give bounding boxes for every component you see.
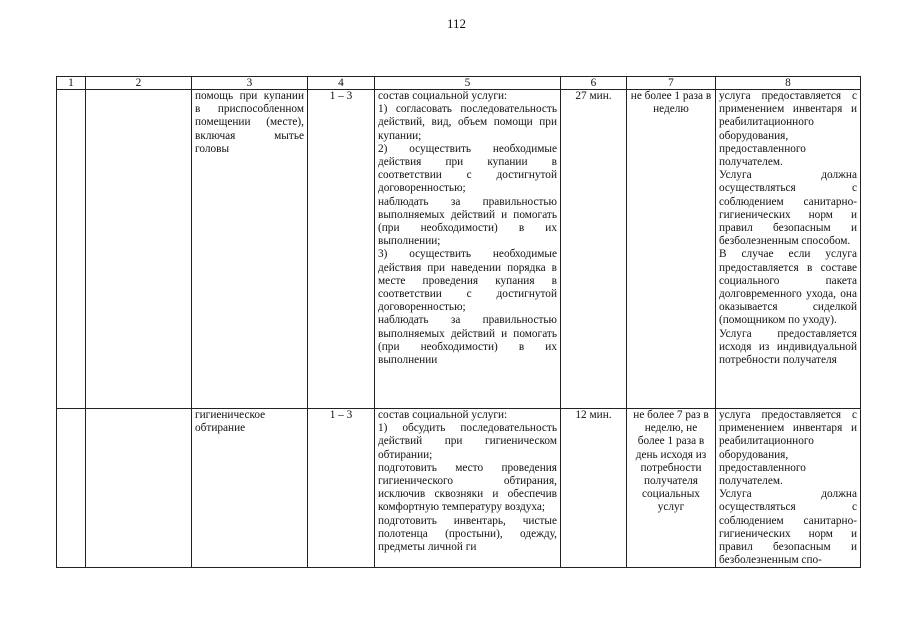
conditions-line: Услуга должна осуществляться с соблюдением санитарно-гигиенических норм и правил безопасным и безболезненным способом. — [719, 169, 857, 248]
service-name-cell: помощь при купании в приспособленном помещении (месте), включая мытье головы — [192, 90, 308, 409]
duration-cell: 27 мин. — [561, 90, 627, 409]
conditions-line: услуга предоставляется с применением инвентаря и реабилитационного оборудования, предоставленного получателем. — [719, 409, 857, 488]
header-cell-1: 1 — [57, 77, 86, 90]
content-line: 1) обсудить последовательность действий при гигиеническом обтирании; — [378, 422, 557, 461]
header-cell-6: 6 — [561, 77, 627, 90]
header-cell-4: 4 — [308, 77, 375, 90]
service-group-cell — [86, 90, 192, 409]
header-cell-2: 2 — [86, 77, 192, 90]
content-line: наблюдать за правильностью выполняемых действий и помогать (при необходимости) в их выполнении — [378, 314, 557, 367]
service-content-cell — [375, 90, 561, 409]
content-line: 2) осуществить необходимые действия при купании в соответствии с достигнутой договоренностью; — [378, 142, 557, 195]
content-line: состав социальной услуги: — [378, 90, 508, 102]
content-line: наблюдать за правильностью выполняемых действий и помогать (при необходимости) в их выполнении; — [378, 195, 557, 248]
conditions-cell — [716, 90, 861, 409]
conditions-line: Услуга должна осуществляться с соблюдением санитарно-гигиенических норм и правил безопасным и безболезненным спо- — [719, 488, 857, 567]
header-cell-8: 8 — [716, 77, 861, 90]
points-cell: 1 – 3 — [308, 90, 375, 409]
row-index-cell — [57, 409, 86, 568]
service-name-cell: гигиеническое обтирание — [192, 409, 308, 568]
service-group-cell — [86, 409, 192, 568]
table-header-row — [57, 77, 861, 90]
page-number: 112 — [446, 16, 467, 31]
frequency-cell: не более 1 раза в неделю — [627, 90, 716, 409]
duration-cell: 12 мин. — [561, 409, 627, 568]
conditions-line: услуга предоставляется с применением инвентаря и реабилитационного оборудования, предоставленного получателем. — [719, 90, 857, 169]
service-content-cell — [375, 409, 561, 568]
points-cell: 1 – 3 — [308, 409, 375, 568]
header-cell-5: 5 — [375, 77, 561, 90]
content-line: подготовить место проведения гигиенического обтирания, исключив сквозняки и обеспечив комфортную температуру воздуха; — [378, 461, 557, 514]
conditions-cell — [716, 409, 861, 568]
frequency-cell: не более 7 раз в неделю, не более 1 раза в день исходя из потребности получателя социальных услуг — [627, 409, 716, 568]
table-row — [57, 409, 861, 568]
header-cell-7: 7 — [627, 77, 716, 90]
content-line: 3) осуществить необходимые действия при наведении порядка в месте проведения купания в соответствии с достигнутой договоренностью; — [378, 248, 557, 314]
content-line: подготовить инвентарь, чистые полотенца (простыни), одежду, предметы личной ги — [378, 514, 557, 554]
conditions-line: Услуга предоставляется исходя из индивидуальной потребности получателя — [719, 327, 857, 367]
header-cell-3: 3 — [192, 77, 308, 90]
content-line: состав социальной услуги: — [378, 409, 508, 421]
table-row — [57, 90, 861, 409]
content-line: 1) согласовать последовательность действий, вид, объем помощи при купании; — [378, 103, 557, 142]
conditions-line: В случае если услуга предоставляется в составе социального пакета долговременного ухода, она оказывается сиделкой (помощником по уходу). — [719, 248, 857, 327]
row-index-cell — [57, 90, 86, 409]
services-table — [56, 76, 861, 568]
